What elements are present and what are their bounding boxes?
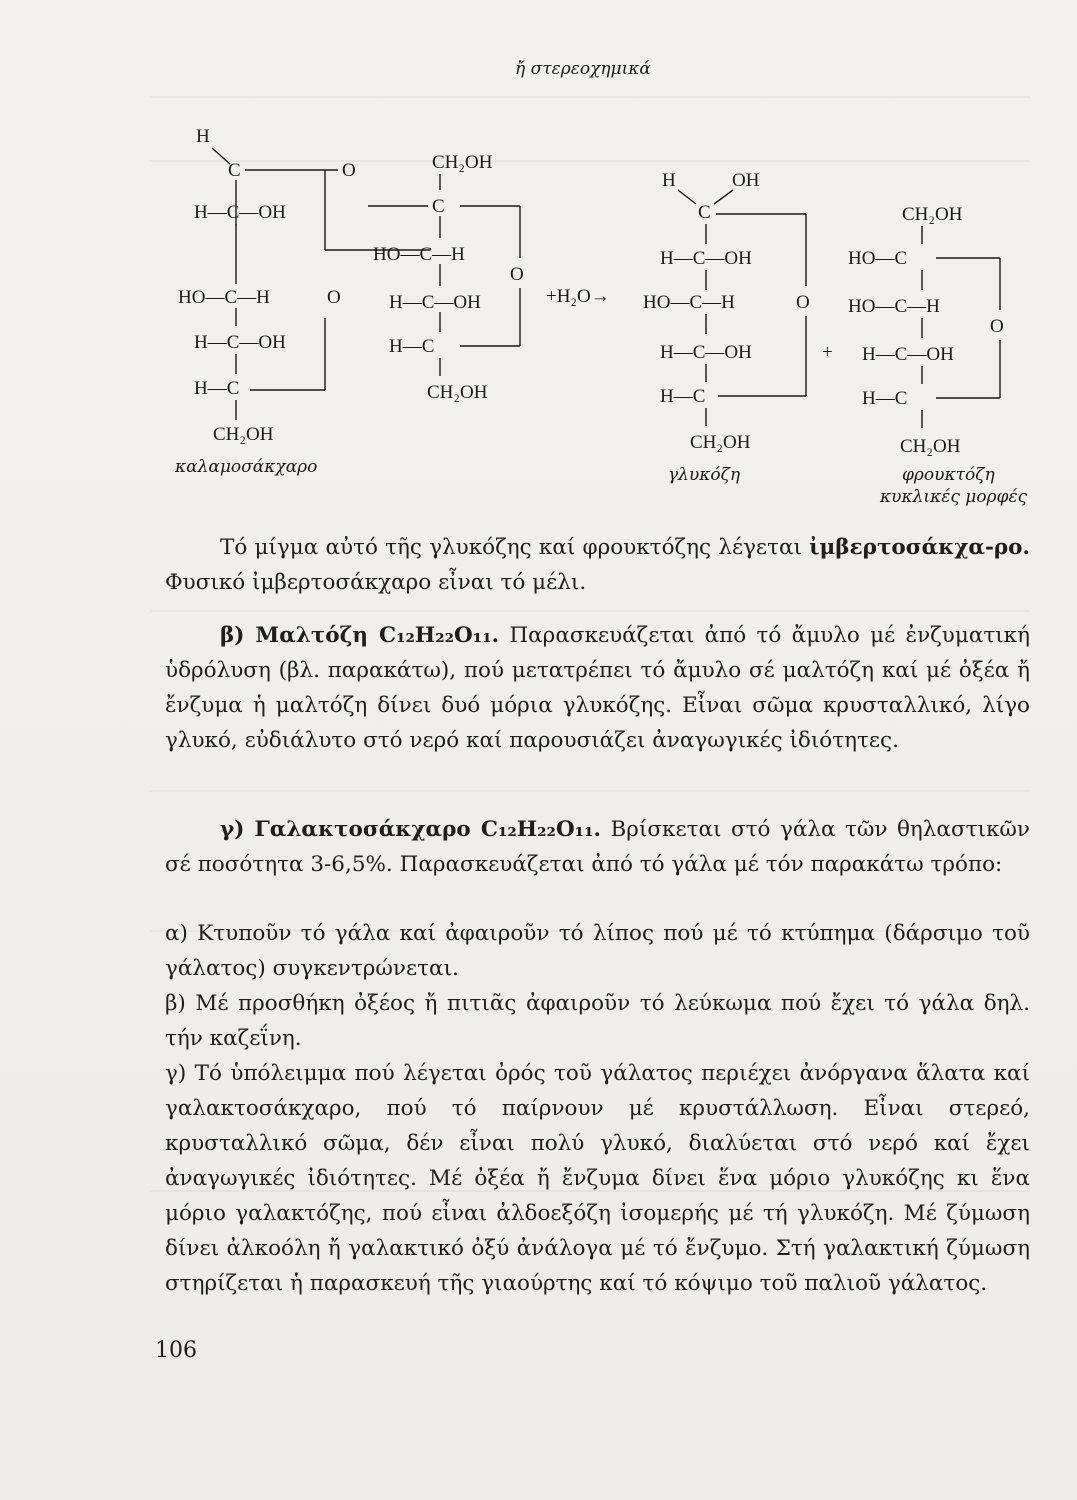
atom-h-c-oh: H—C—OH <box>194 332 286 353</box>
atom-h-c: H—C <box>194 378 240 399</box>
atom-c: C <box>432 196 445 217</box>
top-note: ἤ στερεοχημικά <box>515 59 651 79</box>
atom-h-c-oh: H—C—OH <box>862 344 954 365</box>
atom-c: C <box>228 160 241 181</box>
p1-term: ἰμβερτοσάκχα-ρο. <box>809 535 1030 560</box>
step-c <box>165 1056 1030 1301</box>
atom-h-c: H—C <box>862 388 908 409</box>
bleed-through-line <box>150 790 1030 792</box>
atom-ho-c-h: HO—C—H <box>643 292 735 313</box>
atom-ho-c-h: HO—C—H <box>848 296 940 317</box>
atom-ho-c: HO—C <box>848 248 908 269</box>
atom-ho-c-h: HO—C—H <box>178 287 270 308</box>
reaction-svg <box>0 40 1077 520</box>
reaction-arrow: +H₂O→ <box>546 286 610 307</box>
atom-ch2oh: CH₂OH <box>900 436 961 457</box>
atom-ch2oh: CH₂OH <box>902 204 963 225</box>
plus-sign: + <box>822 342 833 363</box>
paragraph-maltose <box>165 618 1030 758</box>
p1-text-a: Τό μίγμα αὐτό τῆς γλυκόζης καί φρουκτόζης λέγεται <box>220 535 810 560</box>
atom-ho-c-h: HO—C—H <box>373 244 465 265</box>
maltose-text: Παρασκευάζεται ἀπό τό ἄμυλο μέ ἐνζυματική ὑδρόλυση (βλ. παρακάτω), πού μετατρέπει τό ἄμυλο σέ μαλτόζη καί μέ ὀξέα ἤ ἔνζυμα ἡ μαλτόζη δίνει δυό μόρια γλυκόζης. Εἶναι σῶμα κρυσταλλικό, λίγο γλυκό, εὐδιάλυτο στό νερό καί παρουσιάζει ἀναγωγικές ἰδιότητες. <box>165 623 1030 753</box>
atom-h: H <box>662 170 676 191</box>
atom-ch2oh: CH₂OH <box>432 152 493 173</box>
atom-ch2oh: CH₂OH <box>427 382 488 403</box>
step-b-text: β) Μέ προσθήκη ὀξέος ἤ πιτιᾶς ἀφαιροῦν τό λεύκωμα πού ἔχει τό γάλα δηλ. τήν καζεΐνη. <box>165 991 1030 1051</box>
step-a-text: α) Κτυποῦν τό γάλα καί ἀφαιροῦν τό λίπος πού μέ τό κτύπημα (δάρσιμο τοῦ γάλατος) συγκεντρώνεται. <box>165 921 1030 981</box>
atom-c: C <box>698 202 711 223</box>
bleed-through-line <box>150 610 1030 612</box>
sucrose-label: καλαμοσάκχαρο <box>175 457 318 477</box>
atom-h-c-oh: H—C—OH <box>194 202 286 223</box>
maltose-heading: β) Μαλτόζη C₁₂H₂₂O₁₁. <box>220 623 500 648</box>
step-b <box>165 986 1030 1056</box>
atom-h-c: H—C <box>389 336 435 357</box>
reaction-diagram <box>0 40 1077 520</box>
atom-h-c: H—C <box>660 386 706 407</box>
step-a <box>165 916 1030 986</box>
glucose-label: γλυκόζη <box>668 465 741 485</box>
paragraph-invert-sugar <box>165 530 1030 600</box>
atom-o: O <box>327 287 341 308</box>
p1-text-b: Φυσικό ἰμβερτοσάκχαρο εἶναι τό μέλι. <box>165 570 587 595</box>
atom-h-c-oh: H—C—OH <box>389 292 481 313</box>
atom-ch2oh: CH₂OH <box>213 424 274 445</box>
atom-o: O <box>990 316 1004 337</box>
atom-o: O <box>342 160 356 181</box>
atom-o: O <box>510 264 524 285</box>
cyclic-forms-label: κυκλικές μορφές <box>880 487 1028 507</box>
atom-o: O <box>796 292 810 313</box>
atom-ch2oh: CH₂OH <box>690 432 751 453</box>
lactose-text: Βρίσκεται στό γάλα τῶν θηλαστικῶν σέ ποσότητα 3-6,5%. Παρασκευάζεται ἀπό τό γάλα μέ τόν παρακάτω τρόπο: <box>165 817 1030 877</box>
atom-h-c-oh: H—C—OH <box>660 342 752 363</box>
bond <box>714 190 733 204</box>
atom-h-c-oh: H—C—OH <box>660 248 752 269</box>
step-c-text: γ) Τό ὑπόλειμμα πού λέγεται ὀρός τοῦ γάλατος περιέχει ἀνόργανα ἅλατα καί γαλακτοσάκχαρο, πού τό παίρνουν μέ κρυστάλλωση. Εἶναι στερεό, κρυσταλλικό σῶμα, δέν εἶναι πολύ γλυκό, διαλύεται στό νερό καί ἔχει ἀναγωγικές ἰδιότητες. Μέ ὀξέα ἤ ἔνζυμα δίνει ἕνα μόριο γλυκόζης κι ἕνα μόριο γαλακτόζης, πού εἶναι ἀλδοεξόζη ἰσομερής μέ τή γλυκόζη. Μέ ζύμωση δίνει ἀλκοόλη ἤ γαλακτικό ὀξύ ἀνάλογα μέ τό ἔνζυμο. Στή γαλακτική ζύμωση στηρίζεται ἡ παρασκευή τῆς γιαούρτης καί τό κόψιμο τοῦ παλιοῦ γάλατος. <box>165 1061 1030 1296</box>
bond <box>678 190 696 204</box>
paragraph-lactose <box>165 812 1030 882</box>
page-number: 106 <box>155 1338 197 1363</box>
fructose-label: φρουκτόζη <box>902 465 995 485</box>
atom-h: H <box>196 126 210 147</box>
lactose-heading: γ) Γαλακτοσάκχαρο C₁₂H₂₂O₁₁. <box>220 817 601 842</box>
atom-oh: OH <box>732 170 760 191</box>
